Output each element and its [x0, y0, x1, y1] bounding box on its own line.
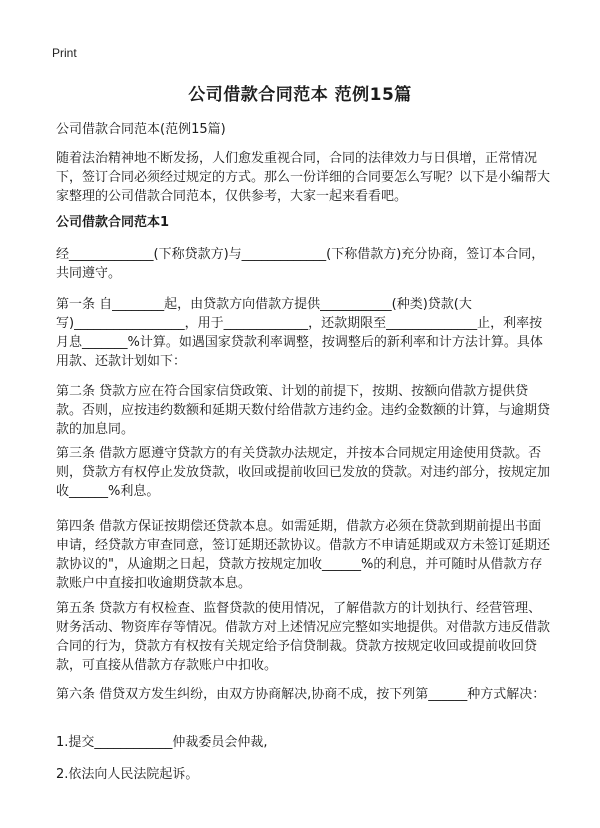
dispute-option-1: 1.提交____________仲裁委员会仲裁,: [56, 735, 268, 750]
section-heading: 公司借款合同范本1: [56, 215, 170, 230]
dispute-option-2: 2.依法向人民法院起诉。: [56, 767, 199, 782]
document-subtitle: 公司借款合同范本(范例15篇): [56, 122, 226, 137]
clause-5: 第五条 贷款方有权检查、监督贷款的使用情况，了解借款方的计划执行、经营管理、财务活动、物资库存等情况。借款方对上述情况应完整如实地提供。对借款方违反借款合同的行为，贷款方有权按有关规定给予信贷制裁。贷款方按规定收回或提前收回贷款，可直接从借款方存款账户中扣收。: [56, 601, 551, 673]
clause-1: 第一条 自________起，由贷款方向借款方提供___________(种类)贷款(大写)_________________，用于_____________，还款期限至______________止，利率按月息_______%计算。如遇国家贷款利率调整，按调整后的新利率和计方法计算。具体用款、还款计划如下：: [56, 297, 543, 369]
clause-6: 第六条 借贷双方发生纠纷，由双方协商解决,协商不成，按下列第______种方式解决：: [56, 687, 546, 702]
print-label: Print: [52, 46, 77, 60]
document-title: 公司借款合同范本 范例15篇: [188, 85, 412, 105]
clause-4: 第四条 借款方保证按期偿还贷款本息。如需延期，借款方必须在贷款到期前提出书面申请，经贷款方审查同意，签订延期还款协议。借款方不申请延期或双方未签订延期还款协议的"，从逾期之日起，贷款方按规定加收______%的利息，并可随时从借款方存款账户中直接扣收逾期贷款本息。: [56, 519, 551, 591]
clause-2: 第二条 贷款方应在符合国家信贷政策、计划的前提下，按期、按额向借款方提供贷款。否则，应按违约数额和延期天数付给借款方违约金。违约金数额的计算，与逾期贷款的加息同。: [56, 384, 551, 437]
intro-paragraph: 随着法治精神地不断发扬，人们愈发重视合同，合同的法律效力与日俱增，正常情况下，签订合同必须经过规定的方式。那么一份详细的合同要怎么写呢？以下是小编帮大家整理的公司借款合同范本，仅供参考，大家一起来看看吧。: [56, 151, 551, 204]
clause-3: 第三条 借款方愿遵守贷款方的有关贷款办法规定，并按本合同规定用途使用贷款。否则，贷款方有权停止发放贷款，收回或提前收回已发放的贷款。对违约部分，按规定加收______%利息。: [56, 446, 551, 499]
contract-preamble: 经_____________(下称贷款方)与_____________(下称借款方)充分协商，签订本合同，共同遵守。: [56, 247, 545, 281]
